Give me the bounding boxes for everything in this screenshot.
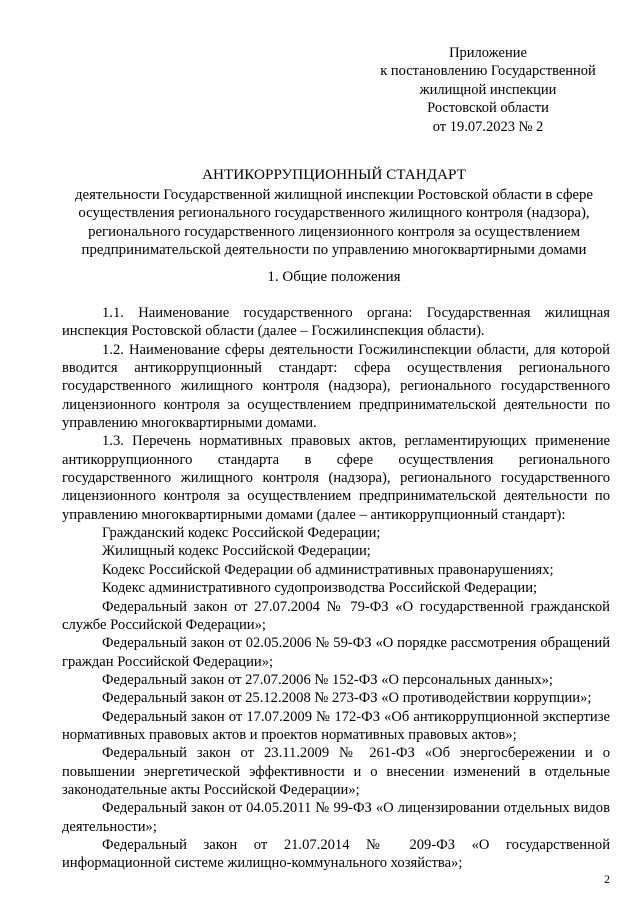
document-subtitle: деятельности Государственной жилищной инспекции Ростовской области в сфере осуществления регионального государственного жилищного контроля (надзора), регионального государственного лицензионного контроля за осуществлением предпринимательской деятельности по управлению многоквартирными домами <box>75 186 593 258</box>
list-item-law: Жилищный кодекс Российской Федерации; <box>102 543 371 560</box>
appendix-line: жилищной инспекции <box>419 81 557 98</box>
paragraph-1-1: 1.1. Наименование государственного органа: Государственная жилищная инспекция Ростовской области (далее – Госжилинспекция области). <box>62 305 610 340</box>
list-item-law: Федеральный закон от 02.05.2006 № 59-ФЗ «О порядке рассмотрения обращений граждан Российской Федерации»; <box>62 635 610 670</box>
section-heading: 1. Общие положения <box>267 269 401 285</box>
list-item-law: Кодекс Российской Федерации об административных правонарушениях; <box>102 561 554 578</box>
list-item-law: Федеральный закон от 17.07.2009 № 172-ФЗ «Об антикоррупционной экспертизе нормативных правовых актов и проектов нормативных правовых актов»; <box>62 708 610 743</box>
appendix-line: к постановлению Государственной <box>380 63 596 80</box>
list-item-law: Федеральный закон от 25.12.2008 № 273-ФЗ «О противодействии коррупции»; <box>102 690 592 707</box>
paragraph-1-2: 1.2. Наименование сферы деятельности Госжилинспекции области, для которой вводится антикоррупционный стандарт: сфера осуществления регионального государственного жилищного контроля (надзора), регионального государственного лицензионного контроля за осуществлением предпринимательской деятельности по управлению многоквартирными домами. <box>62 341 610 432</box>
list-item-law: Федеральный закон от 27.07.2004 № 79-ФЗ «О государственной гражданской службе Российской Федерации»; <box>62 598 610 633</box>
paragraph-1-3: 1.3. Перечень нормативных правовых актов, регламентирующих применение антикоррупционного стандарта в сфере осуществления регионального государственного жилищного контроля (надзора), регионального государственного лицензионного контроля за осуществлением предпринимательской деятельности по управлению многоквартирными домами (далее – антикоррупционный стандарт): <box>62 433 610 523</box>
page-number: 2 <box>604 872 610 886</box>
list-item-law: Гражданский кодекс Российской Федерации; <box>102 525 381 542</box>
appendix-block <box>372 44 604 136</box>
document-title-block <box>58 166 610 260</box>
list-item-law: Кодекс административного судопроизводства Российской Федерации; <box>102 580 538 597</box>
appendix-line: от 19.07.2023 № 2 <box>432 118 544 135</box>
list-item-law: Федеральный закон от 04.05.2011 № 99-ФЗ «О лицензировании отдельных видов деятельности»; <box>62 800 610 835</box>
list-item-law: Федеральный закон от 21.07.2014 № 209-ФЗ «О государственной информационной системе жилищно-коммунального хозяйства»; <box>62 836 610 872</box>
document-title: АНТИКОРРУПЦИОННЫЙ СТАНДАРТ <box>202 166 466 183</box>
document-body <box>62 304 610 873</box>
list-item-law: Федеральный закон от 23.11.2009 № 261-ФЗ «Об энергосбережении и о повышении энергетической эффективности и о внесении изменений в отдельные законодательные акты Российской Федерации»; <box>62 745 610 798</box>
list-item-law: Федеральный закон от 27.07.2006 № 152-ФЗ «О персональных данных»; <box>102 671 553 688</box>
appendix-line: Ростовской области <box>427 100 549 117</box>
appendix-line: Приложение <box>449 45 527 61</box>
